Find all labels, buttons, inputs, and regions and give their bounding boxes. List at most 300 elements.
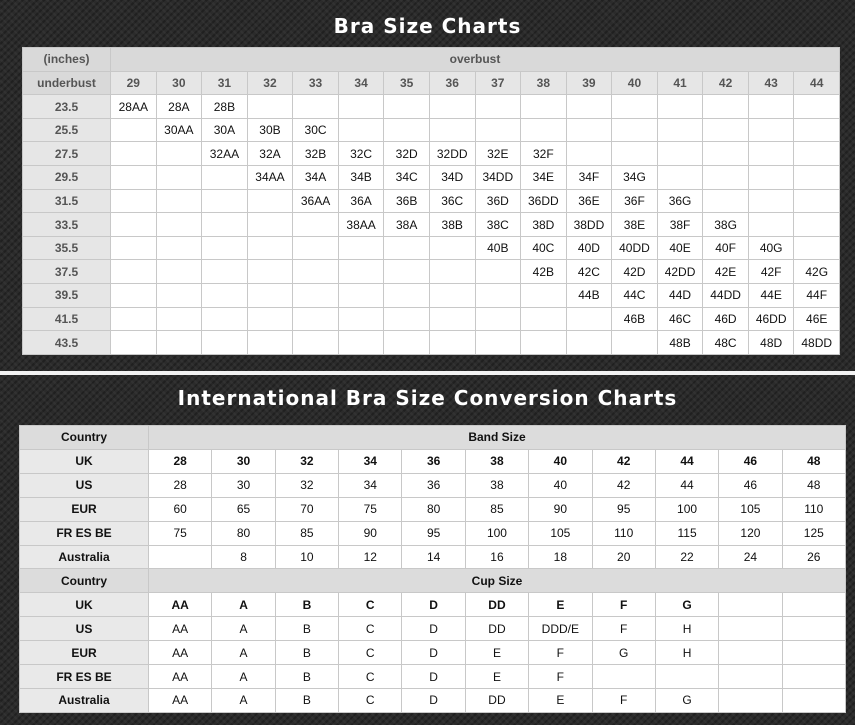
size-cell: 46E [794, 307, 840, 331]
cup-cell [782, 617, 845, 641]
country-cell: EUR [20, 641, 149, 665]
cup-cell: E [529, 593, 592, 617]
size-cell [703, 189, 749, 213]
size-cell: 38C [475, 213, 521, 237]
cup-cell: C [339, 617, 402, 641]
size-cell: 46B [612, 307, 658, 331]
size-cell: 42B [521, 260, 567, 284]
cup-cell: DD [465, 688, 528, 712]
size-cell [293, 284, 339, 308]
size-cell: 38A [384, 213, 430, 237]
cup-cell [719, 593, 782, 617]
cup-cell: D [402, 617, 465, 641]
band-row [20, 545, 846, 569]
band-cell: 46 [719, 473, 782, 497]
size-cell [612, 118, 658, 142]
size-cell: 36C [429, 189, 475, 213]
size-cell [703, 166, 749, 190]
cup-row [20, 593, 846, 617]
size-cell [748, 213, 794, 237]
size-cell [156, 213, 202, 237]
band-cell: 100 [465, 521, 528, 545]
cup-cell: G [655, 688, 718, 712]
cup-cell: A [212, 641, 275, 665]
size-cell: 36B [384, 189, 430, 213]
size-cell [202, 260, 248, 284]
cup-cell: AA [149, 593, 212, 617]
band-cell: 42 [592, 473, 655, 497]
size-cell [566, 118, 612, 142]
band-cell: 100 [655, 497, 718, 521]
size-cell: 32A [247, 142, 293, 166]
size-cell [703, 118, 749, 142]
size-cell [247, 331, 293, 355]
size-cell: 32D [384, 142, 430, 166]
underbust-cell: 25.5 [23, 118, 111, 142]
band-cell: 32 [275, 473, 338, 497]
band-cell: 38 [465, 449, 528, 473]
cup-cell: F [529, 641, 592, 665]
size-cell: 38D [521, 213, 567, 237]
band-cell: 125 [782, 521, 845, 545]
size-cell: 38DD [566, 213, 612, 237]
size-cell [612, 331, 658, 355]
cup-cell: G [655, 593, 718, 617]
size-chart-row [23, 260, 840, 284]
band-size-label: Band Size [149, 426, 846, 450]
overbust-header-cell: 34 [338, 71, 384, 95]
size-cell [429, 95, 475, 119]
band-cell: 8 [212, 545, 275, 569]
size-cell [794, 118, 840, 142]
country-label: Country [20, 569, 149, 593]
size-cell [794, 213, 840, 237]
underbust-cell: 41.5 [23, 307, 111, 331]
size-cell: 36D [475, 189, 521, 213]
size-cell [111, 236, 157, 260]
cup-row [20, 617, 846, 641]
cup-cell [719, 617, 782, 641]
size-cell [475, 260, 521, 284]
size-cell [429, 284, 475, 308]
band-cell: 34 [339, 473, 402, 497]
overbust-header-cell: 43 [748, 71, 794, 95]
size-cell: 40D [566, 236, 612, 260]
size-cell: 36AA [293, 189, 339, 213]
size-cell: 28AA [111, 95, 157, 119]
band-cell: 46 [719, 449, 782, 473]
size-cell [429, 331, 475, 355]
size-cell [247, 236, 293, 260]
inches-label: (inches) [23, 48, 111, 72]
band-cell: 38 [465, 473, 528, 497]
size-cell [202, 331, 248, 355]
size-cell: 46C [657, 307, 703, 331]
cup-cell [782, 641, 845, 665]
cup-cell: AA [149, 665, 212, 689]
size-cell [338, 95, 384, 119]
size-cell [293, 331, 339, 355]
size-cell: 44C [612, 284, 658, 308]
cup-cell: C [339, 665, 402, 689]
size-chart-row [23, 189, 840, 213]
size-cell [384, 307, 430, 331]
size-cell [612, 142, 658, 166]
size-cell: 48D [748, 331, 794, 355]
size-cell [156, 166, 202, 190]
band-cell: 18 [529, 545, 592, 569]
size-cell [156, 307, 202, 331]
size-cell: 46DD [748, 307, 794, 331]
cup-cell: AA [149, 641, 212, 665]
overbust-header-cell: 39 [566, 71, 612, 95]
size-chart-row [23, 118, 840, 142]
size-cell [521, 95, 567, 119]
size-cell [202, 236, 248, 260]
size-cell [748, 118, 794, 142]
size-cell [247, 284, 293, 308]
size-cell: 44B [566, 284, 612, 308]
size-cell: 32C [338, 142, 384, 166]
underbust-cell: 43.5 [23, 331, 111, 355]
underbust-cell: 39.5 [23, 284, 111, 308]
size-chart-row [23, 307, 840, 331]
size-cell: 30A [202, 118, 248, 142]
band-cell: 110 [782, 497, 845, 521]
size-cell: 38B [429, 213, 475, 237]
cup-size-label: Cup Size [149, 569, 846, 593]
size-cell [521, 118, 567, 142]
country-label: Country [20, 426, 149, 450]
size-cell: 30AA [156, 118, 202, 142]
band-cell: 105 [529, 521, 592, 545]
band-cell: 48 [782, 473, 845, 497]
cup-cell: C [339, 688, 402, 712]
country-cell: EUR [20, 497, 149, 521]
country-cell: FR ES BE [20, 521, 149, 545]
cup-row [20, 688, 846, 712]
cup-cell: D [402, 665, 465, 689]
size-cell: 32F [521, 142, 567, 166]
cup-cell [592, 665, 655, 689]
size-cell [202, 189, 248, 213]
band-cell: 40 [529, 473, 592, 497]
underbust-cell: 31.5 [23, 189, 111, 213]
size-cell [475, 307, 521, 331]
band-cell: 14 [402, 545, 465, 569]
overbust-header-cell: 37 [475, 71, 521, 95]
overbust-header-cell: 38 [521, 71, 567, 95]
size-chart-row [23, 284, 840, 308]
cup-cell: A [212, 688, 275, 712]
size-cell: 36DD [521, 189, 567, 213]
size-cell [748, 166, 794, 190]
size-cell: 34F [566, 166, 612, 190]
size-cell: 48C [703, 331, 749, 355]
underbust-cell: 37.5 [23, 260, 111, 284]
size-cell [202, 284, 248, 308]
size-cell [293, 260, 339, 284]
band-cell: 120 [719, 521, 782, 545]
size-cell [338, 331, 384, 355]
size-cell [657, 118, 703, 142]
band-cell: 32 [275, 449, 338, 473]
size-cell: 34C [384, 166, 430, 190]
size-cell [612, 95, 658, 119]
size-cell [521, 331, 567, 355]
size-chart-overbust-row [23, 71, 840, 95]
size-cell: 34E [521, 166, 567, 190]
size-cell: 40C [521, 236, 567, 260]
size-cell [521, 284, 567, 308]
size-cell: 48B [657, 331, 703, 355]
size-cell [202, 166, 248, 190]
band-cell: 80 [212, 521, 275, 545]
cup-cell: B [275, 665, 338, 689]
band-cell: 28 [149, 473, 212, 497]
band-cell: 75 [339, 497, 402, 521]
size-cell [703, 142, 749, 166]
size-cell: 30B [247, 118, 293, 142]
size-cell: 40G [748, 236, 794, 260]
cup-cell: B [275, 617, 338, 641]
section-divider [0, 371, 855, 375]
band-cell: 16 [465, 545, 528, 569]
underbust-cell: 29.5 [23, 166, 111, 190]
size-cell: 34D [429, 166, 475, 190]
size-cell [748, 189, 794, 213]
size-cell [156, 260, 202, 284]
cup-section-header-row [20, 569, 846, 593]
size-cell [202, 307, 248, 331]
underbust-cell: 23.5 [23, 95, 111, 119]
size-cell: 34G [612, 166, 658, 190]
size-chart-row [23, 213, 840, 237]
band-cell: 42 [592, 449, 655, 473]
size-cell [293, 213, 339, 237]
cup-cell [782, 593, 845, 617]
size-cell [475, 118, 521, 142]
band-cell: 10 [275, 545, 338, 569]
cup-row [20, 665, 846, 689]
size-chart-row [23, 166, 840, 190]
band-cell: 80 [402, 497, 465, 521]
size-cell [338, 260, 384, 284]
size-cell: 48DD [794, 331, 840, 355]
cup-cell: F [529, 665, 592, 689]
overbust-header-cell: 41 [657, 71, 703, 95]
band-cell: 44 [655, 473, 718, 497]
overbust-header-cell: 31 [202, 71, 248, 95]
size-cell [247, 213, 293, 237]
overbust-header-cell: 33 [293, 71, 339, 95]
band-cell: 85 [275, 521, 338, 545]
size-cell [521, 307, 567, 331]
size-cell: 46D [703, 307, 749, 331]
band-cell: 60 [149, 497, 212, 521]
size-cell: 42C [566, 260, 612, 284]
cup-cell [655, 665, 718, 689]
size-cell [111, 307, 157, 331]
size-cell: 38E [612, 213, 658, 237]
size-cell [156, 331, 202, 355]
overbust-header-cell: 36 [429, 71, 475, 95]
size-cell [111, 213, 157, 237]
cup-cell: E [465, 641, 528, 665]
cup-cell: H [655, 641, 718, 665]
cup-cell: F [592, 617, 655, 641]
overbust-header-cell: 44 [794, 71, 840, 95]
size-cell [293, 95, 339, 119]
band-cell: 44 [655, 449, 718, 473]
size-cell [156, 189, 202, 213]
size-cell [202, 213, 248, 237]
band-row [20, 521, 846, 545]
size-cell [657, 142, 703, 166]
cup-cell: D [402, 593, 465, 617]
size-chart-header-row [23, 48, 840, 72]
size-cell: 38AA [338, 213, 384, 237]
size-cell: 42E [703, 260, 749, 284]
band-cell: 30 [212, 473, 275, 497]
size-cell: 32DD [429, 142, 475, 166]
band-cell: 12 [339, 545, 402, 569]
size-cell [247, 307, 293, 331]
band-row [20, 497, 846, 521]
country-cell: Australia [20, 545, 149, 569]
band-cell: 65 [212, 497, 275, 521]
band-cell: 26 [782, 545, 845, 569]
band-cell: 95 [402, 521, 465, 545]
cup-cell [719, 665, 782, 689]
band-cell: 110 [592, 521, 655, 545]
cup-cell: G [592, 641, 655, 665]
underbust-cell: 35.5 [23, 236, 111, 260]
band-cell: 24 [719, 545, 782, 569]
size-cell [111, 331, 157, 355]
size-chart-row [23, 331, 840, 355]
size-cell [247, 189, 293, 213]
cup-cell: E [529, 688, 592, 712]
cup-cell: D [402, 641, 465, 665]
size-cell: 28B [202, 95, 248, 119]
band-cell [149, 545, 212, 569]
size-cell: 32AA [202, 142, 248, 166]
cup-cell [719, 688, 782, 712]
band-row [20, 473, 846, 497]
size-cell: 44F [794, 284, 840, 308]
cup-cell: B [275, 641, 338, 665]
band-cell: 22 [655, 545, 718, 569]
band-cell: 36 [402, 473, 465, 497]
size-cell [429, 307, 475, 331]
cup-cell: F [592, 688, 655, 712]
size-cell [338, 118, 384, 142]
cup-cell: DD [465, 617, 528, 641]
size-cell [156, 236, 202, 260]
size-cell: 34A [293, 166, 339, 190]
size-cell [748, 95, 794, 119]
cup-cell: DDD/E [529, 617, 592, 641]
band-cell: 90 [529, 497, 592, 521]
size-cell [293, 236, 339, 260]
size-chart-row [23, 142, 840, 166]
country-cell: Australia [20, 688, 149, 712]
overbust-header-cell: 40 [612, 71, 658, 95]
size-chart-row [23, 236, 840, 260]
country-cell: US [20, 617, 149, 641]
conversion-chart-table [19, 425, 846, 713]
size-cell [566, 95, 612, 119]
band-cell: 28 [149, 449, 212, 473]
underbust-label: underbust [23, 71, 111, 95]
size-cell [429, 118, 475, 142]
band-cell: 30 [212, 449, 275, 473]
bra-size-chart-table [22, 47, 840, 355]
size-cell [429, 260, 475, 284]
size-cell [566, 331, 612, 355]
size-cell: 36A [338, 189, 384, 213]
size-cell [703, 95, 749, 119]
size-cell [794, 189, 840, 213]
country-cell: UK [20, 449, 149, 473]
country-cell: US [20, 473, 149, 497]
band-row [20, 449, 846, 473]
size-cell: 34B [338, 166, 384, 190]
size-cell [384, 331, 430, 355]
band-cell: 115 [655, 521, 718, 545]
size-cell: 40F [703, 236, 749, 260]
size-cell [338, 236, 384, 260]
cup-cell [782, 688, 845, 712]
band-cell: 40 [529, 449, 592, 473]
country-cell: UK [20, 593, 149, 617]
size-cell: 38F [657, 213, 703, 237]
size-chart-row [23, 95, 840, 119]
size-cell: 42D [612, 260, 658, 284]
size-cell: 32B [293, 142, 339, 166]
size-cell [566, 307, 612, 331]
cup-cell: F [592, 593, 655, 617]
conversion-chart-title: International Bra Size Conversion Charts [177, 386, 678, 410]
size-cell: 34DD [475, 166, 521, 190]
size-cell [384, 118, 430, 142]
band-cell: 95 [592, 497, 655, 521]
underbust-cell: 27.5 [23, 142, 111, 166]
cup-cell: A [212, 593, 275, 617]
size-cell [111, 166, 157, 190]
band-cell: 75 [149, 521, 212, 545]
size-cell: 34AA [247, 166, 293, 190]
size-cell [429, 236, 475, 260]
band-cell: 20 [592, 545, 655, 569]
size-cell: 44DD [703, 284, 749, 308]
size-cell: 42DD [657, 260, 703, 284]
cup-cell: C [339, 641, 402, 665]
cup-cell [719, 641, 782, 665]
overbust-header-cell: 32 [247, 71, 293, 95]
cup-cell: B [275, 593, 338, 617]
overbust-header-cell: 30 [156, 71, 202, 95]
underbust-cell: 33.5 [23, 213, 111, 237]
band-cell: 70 [275, 497, 338, 521]
band-section-header-row [20, 426, 846, 450]
size-cell [384, 284, 430, 308]
size-cell [475, 284, 521, 308]
size-cell [247, 260, 293, 284]
band-cell: 34 [339, 449, 402, 473]
overbust-header-cell: 42 [703, 71, 749, 95]
